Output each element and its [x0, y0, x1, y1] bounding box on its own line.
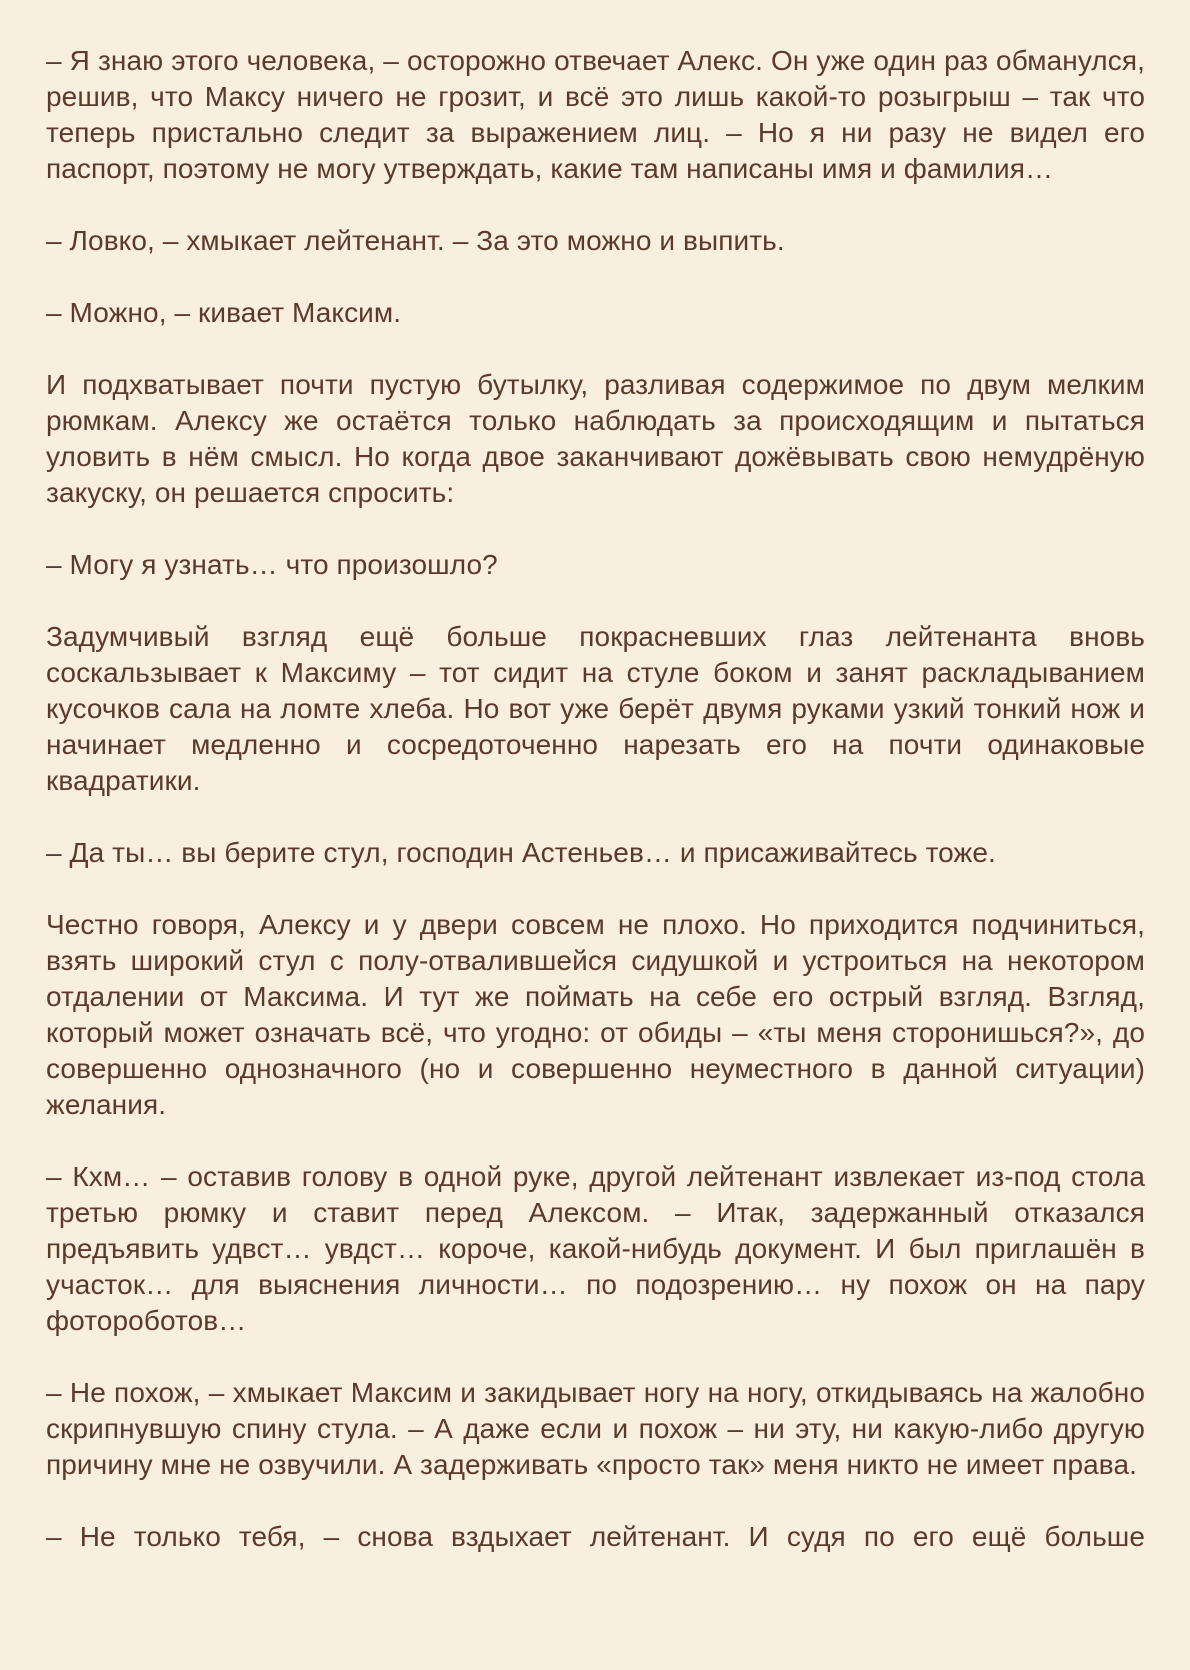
- paragraph-4: И подхватывает почти пустую бутылку, разливая содержимое по двум мелким рюмкам. Алексу же остаётся только наблюдать за происходящим и пытаться уловить в нём смысл. Но когда двое заканчивают дожёвывать свою немудрёную закуску, он решается спросить:: [46, 369, 1145, 508]
- paragraph-10: – Не похож, – хмыкает Максим и закидывает ногу на ногу, откидываясь на жалобно скрипнувшую спину стула. – А даже если и похож – ни эту, ни какую-либо другую причину мне не озвучили. А задерживать «просто так» меня никто не имеет права.: [46, 1377, 1145, 1480]
- paragraph-7: – Да ты… вы берите стул, господин Астеньев… и присаживайтесь тоже.: [46, 837, 996, 868]
- paragraph-3: – Можно, – кивает Максим.: [46, 297, 402, 328]
- paragraph-6: Задумчивый взгляд ещё больше покрасневших глаз лейтенанта вновь соскальзывает к Максиму – тот сидит на стуле боком и занят раскладыванием кусочков сала на ломте хлеба. Но вот уже берёт двумя руками узкий тонкий нож и начинает медленно и сосредоточенно нарезать его на почти одинаковые квадратики.: [46, 621, 1145, 796]
- paragraph-11: – Не только тебя, – снова вздыхает лейтенант. И судя по его ещё больше: [46, 1521, 1145, 1552]
- paragraph-8: Честно говоря, Алексу и у двери совсем не плохо. Но приходится подчиниться, взять широкий стул с полу-отвалившейся сидушкой и устроиться на некотором отдалении от Максима. И тут же поймать на себе его острый взгляд. Взгляд, который может означать всё, что угодно: от обиды – «ты меня сторонишься?», до совершенно однозначного (но и совершенно неуместного в данной ситуации) желания.: [46, 909, 1145, 1120]
- paragraph-1: – Я знаю этого человека, – осторожно отвечает Алекс. Он уже один раз обманулся, решив, что Максу ничего не грозит, и всё это лишь какой-то розыгрыш – так что теперь пристально следит за выражением лиц. – Но я ни разу не видел его паспорт, поэтому не могу утверждать, какие там написаны имя и фамилия…: [46, 45, 1145, 184]
- paragraph-5: – Могу я узнать… что произошло?: [46, 549, 498, 580]
- paragraph-9: – Кхм… – оставив голову в одной руке, другой лейтенант извлекает из-под стола третью рюмку и ставит перед Алексом. – Итак, задержанный отказался предъявить удвст… увдст… короче, какой-нибудь документ. И был приглашён в участок… для выяснения личности… по подозрению… ну похож он на пару фотороботов…: [46, 1161, 1145, 1336]
- paragraph-2: – Ловко, – хмыкает лейтенант. – За это можно и выпить.: [46, 225, 785, 256]
